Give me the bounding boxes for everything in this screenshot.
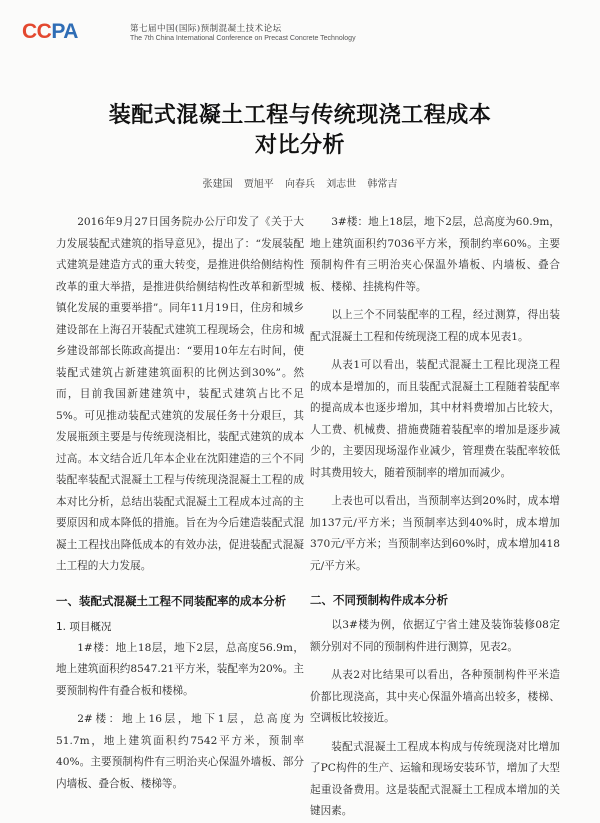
author-list <box>0 175 600 190</box>
author-name: 刘志世 <box>326 179 357 190</box>
component-cost-paragraph: 装配式混凝土工程成本构成与传统现浇对比增加了PC构件的生产、运输和现场安装环节，增加了大型起重设备费用。这是装配式混凝土工程成本增加的关键因素。 <box>310 740 560 817</box>
article-title-line1: 装配式混凝土工程与传统现浇工程成本 <box>108 103 492 128</box>
conference-info <box>130 22 356 42</box>
right-column <box>310 212 560 823</box>
building-3-example-paragraph: 以3#楼为例，依据辽宁省土建及装饰装修08定额分别对不同的预制构件进行测算，见表2。 <box>310 619 560 653</box>
cost-analysis-paragraph: 从表1可以看出，装配式混凝土工程比现浇工程的成本是增加的，而且装配式混凝土工程随着装配率的提高成本也逐步增加，其中材料费增加占比较大，人工费、机械费、措施费随着装配率的增加是逐步减少的，主要因现场湿作业减少，管理费在装配率较低时其费用较大，随着预制率的增加而减少。 <box>310 359 560 479</box>
section-heading-1: 一、装配式混凝土工程不同装配率的成本分析 <box>56 593 286 608</box>
building-2-description: 2#楼：地上16层，地下1层，总高度为51.7m，地上建筑面积约7542平方米，预制率40%。主要预制构件有三明治夹心保温外墙板、部分内墙板、叠合板、楼梯等。 <box>56 713 304 790</box>
conference-name-cn: 第七届中国(国际)预制混凝土技术论坛 <box>130 24 282 34</box>
author-name: 张建国 <box>202 179 233 190</box>
author-name: 向春兵 <box>285 179 315 190</box>
intro-paragraph: 2016年9月27日国务院办公厅印发了《关于大力发展装配式建筑的指导意见》，提出了：“发展装配式建筑是建造方式的重大转变，是推进供给侧结构性改革的重大举措，是推进供给侧结构性改革和新型城镇化发展的重要举措”。同年11月19日，住房和城乡建设部在上海召开装配式建筑工程现场会，住房和城乡建设部部长陈政高提出：“要用10年左右时间，使装配式建筑占新建建筑面积的比例达到30%”。然而，目前我国新建建筑中，装配式建筑占比不足5%。可见推动装配式建筑的发展任务十分艰巨，其发展瓶颈主要是与传统现浇相比，装配式建筑的成本过高。本文结合近几年本企业在沈阳建造的三个不同装配率装配式混凝土工程与传统现浇混凝土工程的成本对比分析，总结出装配式混凝土工程成本过高的主要原因和成本降低的措施。旨在为今后建造装配式混凝土工程找出降低成本的有效办法，促进装配式混凝土工程的大力发展。 <box>56 216 304 572</box>
building-3-description: 3#楼：地上18层，地下2层，总高度为60.9m，地上建筑面积约7036平方米，预制约率60%。主要预制构件有三明治夹心保温外墙板、内墙板、叠合板、楼梯、挂挑构件等。 <box>310 216 560 293</box>
subsection-heading-project-overview: 1. 项目概况 <box>56 620 112 633</box>
building-1-description: 1#楼：地上18层，地下2层，总高度56.9m，地上建筑面积约8547.21平方米，装配率为20%。主要预制构件有叠合板和楼梯。 <box>56 641 304 697</box>
ccpa-logo: CCPA <box>22 20 78 43</box>
author-name: 韩常吉 <box>367 179 398 190</box>
table-2-result-paragraph: 从表2对比结果可以看出，各种预制构件平米造价都比现浇高，其中夹心保温外墙高出较多，楼梯、空调板比较接近。 <box>310 669 560 724</box>
cost-increase-paragraph: 上表也可以看出，当预制率达到20%时，成本增加137元/平方米；当预制率达到40%时，成本增加370元/平方米；当预制率达到60%时，成本增加418元/平方米。 <box>310 495 560 572</box>
article-title-line2: 对比分析 <box>254 133 345 158</box>
section-heading-2: 二、不同预制构件成本分析 <box>310 593 448 607</box>
left-column <box>56 212 304 795</box>
author-name: 贾旭平 <box>243 179 274 190</box>
conference-name-en: The 7th China International Conference on Precast Concrete Technology <box>130 35 356 42</box>
cost-summary-paragraph: 以上三个不同装配率的工程，经过测算，得出装配式混凝土工程和传统现浇工程的成本见表1。 <box>310 309 560 343</box>
page-header <box>0 0 600 48</box>
